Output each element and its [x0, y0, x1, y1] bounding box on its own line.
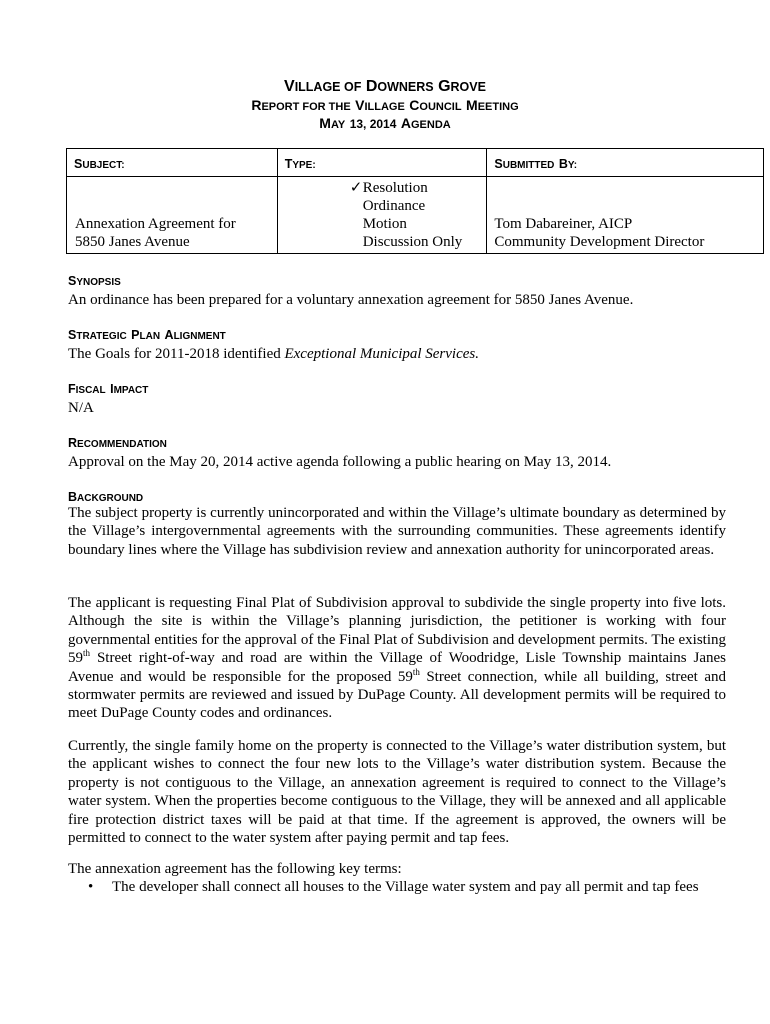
subject-value: [75, 215, 236, 251]
goal-name: Exceptional Municipal Services.: [284, 346, 480, 362]
background-paragraph-3: Currently, the single family home on the property is connected to the Village’s water distribution system, but the applicant wishes to connect the four new lots to the Village’s water distribution system. Because the property is not contiguous to the Village, an annexation agreement is required to connect to the Village’s water system. When the properties become contiguous to the Village, they will be annexed and all applicable fire protection district taxes will be paid at that time. If the agreement is approved, the owners will be permitted to connect to the water system after paying permit and tap fees.: [68, 738, 726, 847]
submitter-title: Community Development Director: [494, 234, 705, 250]
report-header-date: [0, 115, 770, 133]
section-heading: BACKGROUND: [68, 490, 144, 504]
type-option-resolution: ✓Resolution: [349, 180, 428, 196]
header-text: AY: [330, 119, 346, 131]
type-option-discussion-only: Discussion Only: [362, 234, 463, 250]
list-item-text: The developer shall connect all houses to the Village water system and pay all permit and tap fees: [112, 879, 699, 895]
submitted-value-cell: [487, 177, 764, 254]
background-paragraph-1: The subject property is currently unincorporated and within the Village’s ultimate boundary as determined by the Village’s intergovernmental agreements with the surrounding communities. These agreements identify boundary lines where the Village has subdivision review and annexation authority for unincorporated areas.: [68, 505, 726, 558]
key-terms-intro: The annexation agreement has the following key terms:: [68, 861, 402, 877]
section-body: An ordinance has been prepared for a voluntary annexation agreement for 5850 Janes Avenue.: [68, 292, 634, 308]
header-text: V: [355, 97, 365, 113]
type-option-ordinance: Ordinance: [362, 198, 426, 214]
section-recommendation: [68, 434, 726, 471]
subject-label: SUBJECT:: [74, 157, 125, 171]
agenda-info-table: [66, 148, 764, 254]
header-text: A: [400, 115, 411, 131]
section-body: The Goals for 2011-2018 identified Exceptional Municipal Services.: [68, 346, 480, 362]
header-text: OWNERS: [377, 80, 434, 94]
section-heading: STRATEGIC PLAN ALIGNMENT: [68, 328, 226, 342]
submitted-by-label: SUBMITTED BY:: [494, 157, 578, 171]
info-table-header-row: [67, 149, 764, 177]
type-option-motion: Motion: [362, 216, 407, 232]
bullet-icon: •: [88, 879, 94, 895]
header-text: M: [319, 115, 331, 131]
header-text: C: [409, 97, 420, 113]
type-value-cell: [277, 177, 487, 254]
header-text: EETING: [477, 101, 519, 113]
checkmark-icon: ✓: [349, 180, 363, 196]
section-body: N/A: [68, 400, 94, 416]
subject-header-cell: [67, 149, 278, 177]
header-text: OUNCIL: [419, 101, 462, 113]
type-header-cell: [277, 149, 487, 177]
report-header-village: [0, 78, 770, 96]
background-paragraph-2: The applicant is requesting Final Plat of Subdivision approval to subdivide the single property into five lots. Although the site is within the Village’s planning jurisdiction, the petitioner is working with four governmental entities for the approval of the Final Plat of Subdivision and development permits. The existing 59th Street right-of-way and road are within the Village of Woodridge, Lisle Township maintains Janes Avenue and would be responsible for the proposed 59th Street connection, while all building, street and stormwater permits are reviewed and issued by DuPage County. All development permits will be required to meet DuPage County codes and ordinances.: [68, 595, 726, 722]
header-text: ILLAGE: [364, 101, 405, 113]
type-options-list: [349, 179, 463, 251]
header-text: 13, 2014: [349, 117, 397, 131]
submitted-by-value: [494, 215, 704, 251]
header-text: D: [365, 78, 378, 95]
subject-line: 5850 Janes Avenue: [75, 234, 190, 250]
report-header-meeting: [0, 97, 770, 115]
header-text: GENDA: [410, 119, 451, 131]
subject-value-cell: [67, 177, 278, 254]
header-text: V: [284, 78, 295, 95]
type-label: TYPE:: [284, 157, 316, 171]
header-text: R: [251, 97, 262, 113]
section-fiscal-impact: [68, 380, 726, 417]
header-text: ROVE: [450, 80, 486, 94]
submitted-header-cell: [487, 149, 764, 177]
section-heading: FISCAL IMPACT: [68, 382, 149, 396]
subject-line: Annexation Agreement for: [75, 216, 236, 232]
header-text: M: [466, 97, 478, 113]
section-body: Approval on the May 20, 2014 active agenda following a public hearing on May 13, 2014.: [68, 454, 612, 470]
section-heading: SYNOPSIS: [68, 274, 121, 288]
header-text: EPORT FOR THE: [261, 101, 351, 113]
header-text: ILLAGE OF: [294, 80, 362, 94]
section-heading: RECOMMENDATION: [68, 436, 167, 450]
section-synopsis: [68, 272, 726, 309]
header-text: G: [438, 78, 451, 95]
submitter-name: Tom Dabareiner, AICP: [494, 216, 633, 232]
key-terms-list-item: [88, 878, 699, 896]
info-table-body-row: [67, 177, 764, 254]
section-strategic-plan: [68, 326, 726, 363]
